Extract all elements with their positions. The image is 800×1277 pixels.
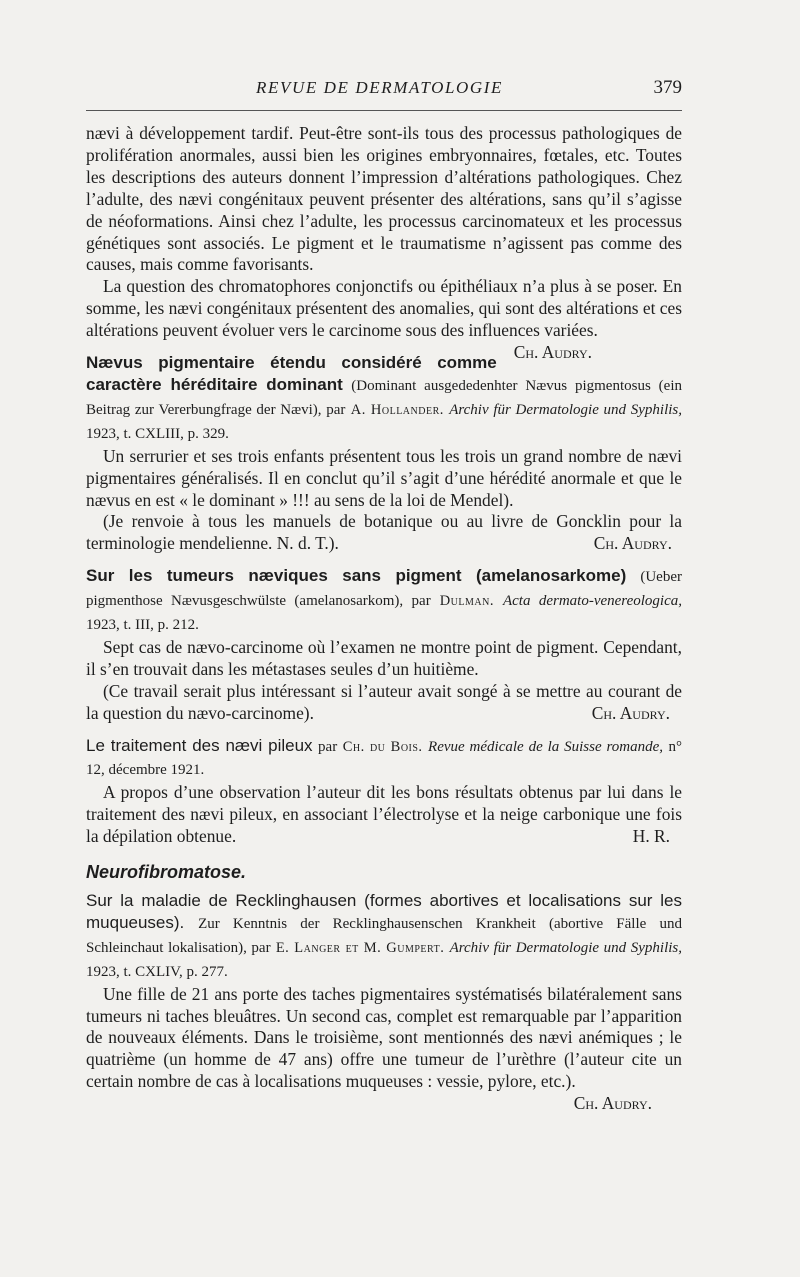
author: E. Langer et M. Gumpert. bbox=[275, 939, 445, 956]
article-title: Sur la maladie de Recklinghausen (formes abortives et localisations sur les muqueuses). bbox=[86, 891, 682, 932]
article-title: Le traitement des nævi pileux bbox=[86, 735, 313, 755]
article-heading bbox=[86, 352, 682, 446]
reference: 1923, t. III, p. 212. bbox=[86, 617, 199, 634]
paragraph: nævi à développement tardif. Peut-être sont-ils tous des processus pathologiques de prolifération anormales, aussi bien les origines embryonnaires, fœtales, etc. Toutes les descriptions des auteurs donnent l’impression d’altérations pathologiques. Chez l’adulte, des nævi congénitaux peuvent présenter des altérations, sans qu’il s’agisse de néoformations. Ainsi chez l’adulte, les processus carcinomateux et les processus génétiques sont associés. Le pigment et le traumatisme n’agissent pas comme des causes, mais comme favorisants. bbox=[86, 123, 682, 275]
author: A. Hollander. bbox=[350, 401, 444, 418]
german-title: (Dominant ausgededenhter Nævus pigmentosus (ein Beitrag zur Vererbungfrage der Nævi), par bbox=[86, 377, 683, 418]
signature: Ch. Audry. bbox=[573, 1093, 652, 1114]
journal: Archiv für Dermatologie und Syphilis, bbox=[449, 939, 683, 956]
signature: Ch. Audry. bbox=[593, 533, 672, 554]
paragraph bbox=[86, 681, 682, 725]
page-body bbox=[86, 123, 682, 1115]
page-header bbox=[86, 70, 682, 100]
paragraph-text: (Ce travail serait plus intéressant si l’auteur avait songé à se mettre au courant de la question du nævo-carcinome). bbox=[86, 680, 682, 723]
reference: 1923, t. CXLIII, p. 329. bbox=[86, 425, 229, 442]
article-title: Sur les tumeurs næviques sans pigment (amelanosarkome) bbox=[86, 566, 627, 586]
journal: Archiv für Dermatologie und Syphilis, bbox=[449, 401, 683, 418]
signature: H. R. bbox=[632, 826, 670, 847]
section-title: Neurofibromatose. bbox=[86, 862, 247, 883]
author: Dulman. bbox=[439, 593, 494, 610]
by-label: par bbox=[318, 738, 338, 755]
journal: Acta dermato-venereologica, bbox=[502, 593, 682, 610]
paragraph: Une fille de 21 ans porte des taches pigmentaires systématisés bilatéralement sans tumeurs ni taches bleuâtres. Un second cas, complet est remarquable par l’apparition de nouveaux éléments. Dans le troisième, sont mentionnés des nævi anémiques ; le quatrième (un homme de 47 ans) offre une tumeur de l’urèthre (l’auteur cite un certain nombre de cas à localisations muqueuses : vessie, pylore, etc.). bbox=[86, 983, 682, 1092]
article-heading bbox=[86, 890, 682, 984]
paragraph bbox=[86, 782, 682, 848]
running-title: REVUE DE DERMATOLOGIE bbox=[256, 78, 504, 97]
german-title: Zur Kenntnis der Recklinghausenschen Krankheit (abortive Fälle und Schleinchaut lokalisation), par bbox=[86, 915, 682, 956]
reference: n° 12, décembre 1921. bbox=[86, 738, 683, 779]
article-heading bbox=[86, 565, 682, 637]
journal: Revue médicale de la Suisse romande, bbox=[428, 738, 664, 755]
author: Ch. du Bois. bbox=[342, 738, 423, 755]
paragraph-text: A propos d’une observation l’auteur dit les bons résultats obtenus par lui dans le traitement des nævi pileux, en associant l’électrolyse et la neige carbonique une fois la dépilation obtenue. bbox=[86, 782, 682, 847]
header-rule bbox=[86, 110, 682, 111]
article-heading bbox=[86, 735, 682, 783]
signature: Ch. Audry. bbox=[513, 342, 592, 363]
paragraph: Sept cas de nævo-carcinome où l’examen ne montre point de pigment. Cependant, il s’en trouvait dans les métastases seules d’un huitième. bbox=[86, 636, 682, 679]
paragraph-text: La question des chromatophores conjonctifs ou épithéliaux n’a plus à se poser. En somme, les nævi congénitaux présentent des anomalies, qui sont des altérations et ces altérations peuvent évoluer vers le carcinome sous des influences variées. bbox=[86, 276, 682, 341]
signature: Ch. Audry. bbox=[591, 702, 670, 723]
paragraph bbox=[86, 276, 682, 363]
paragraph: Un serrurier et ses trois enfants présentent tous les trois un grand nombre de nævi pigmentaires généralisés. Il en conclut qu’il s’agit d’une hérédité anormale et que le nævus en est « le dominant » !!! au sens de la loi de Mendel). bbox=[86, 445, 682, 510]
paragraph-text: (Je renvoie à tous les manuels de botanique ou au livre de Goncklin pour la terminologie mendelienne. N. d. T.). bbox=[86, 511, 682, 554]
german-title: (Ueber pigmenthose Nævusgeschwülste (amelanosarkom), par bbox=[86, 569, 682, 610]
article-title: Nævus pigmentaire étendu considéré comme caractère héréditaire dominant bbox=[86, 353, 497, 394]
reference: 1923, t. CXLIV, p. 277. bbox=[86, 963, 228, 980]
paragraph bbox=[86, 511, 682, 555]
page-number: 379 bbox=[653, 77, 682, 98]
